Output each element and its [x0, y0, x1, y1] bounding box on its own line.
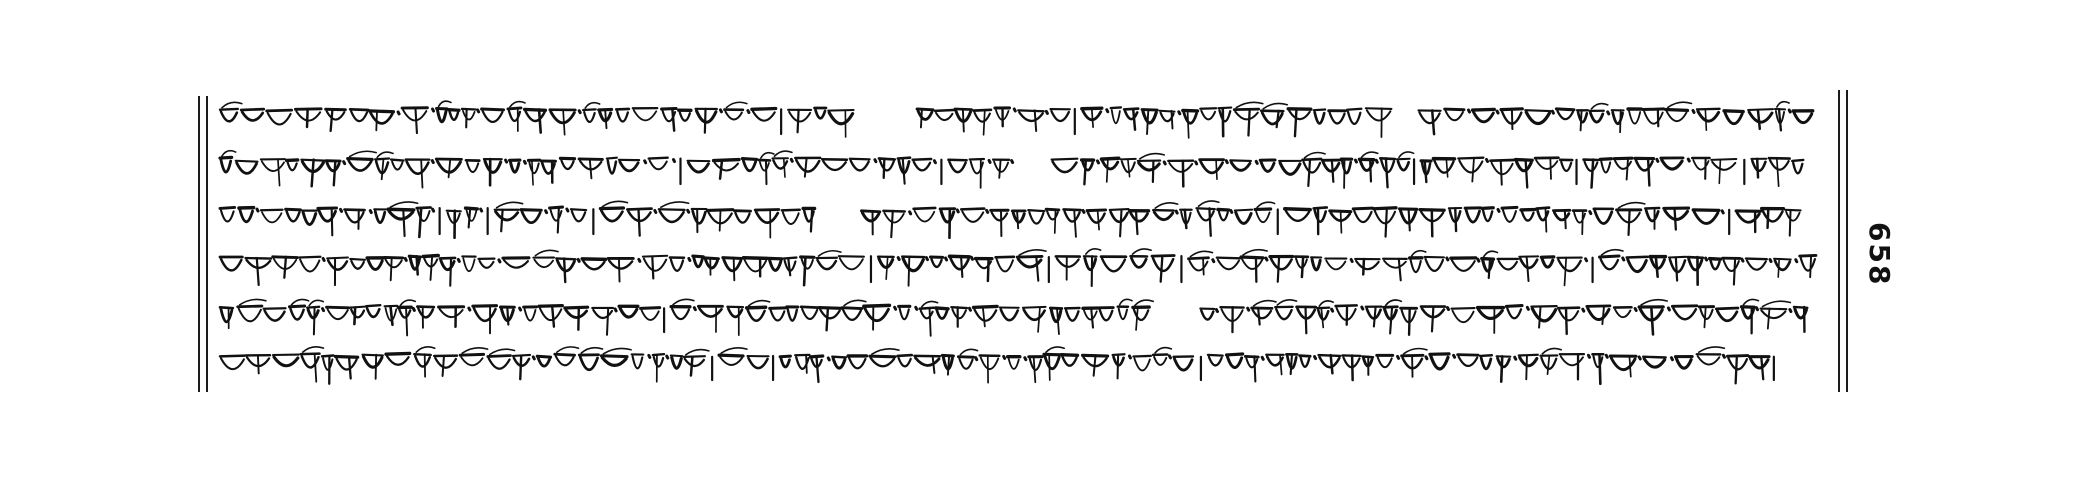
script-line-2-glyphs: [216, 148, 1828, 192]
script-line-6-glyphs: [216, 344, 1828, 388]
tibetan-text-block: [216, 98, 1828, 388]
text-line-3: [216, 198, 1828, 242]
script-line-5-glyphs: [216, 296, 1828, 340]
script-line-3-glyphs: [216, 198, 1828, 242]
text-line-4: [216, 246, 1828, 290]
script-line-1-glyphs: [216, 98, 1828, 142]
text-line-1: [216, 98, 1828, 142]
page-number: 658: [1863, 222, 1896, 287]
script-line-4-glyphs: [216, 246, 1828, 290]
left-frame-rule-inner: [206, 96, 208, 392]
text-line-6: [216, 344, 1828, 388]
right-frame-rule-inner: [1838, 90, 1840, 392]
text-line-2: [216, 148, 1828, 192]
text-line-5: [216, 296, 1828, 340]
right-frame-rule: [1846, 90, 1848, 392]
left-frame-rule: [198, 96, 200, 392]
